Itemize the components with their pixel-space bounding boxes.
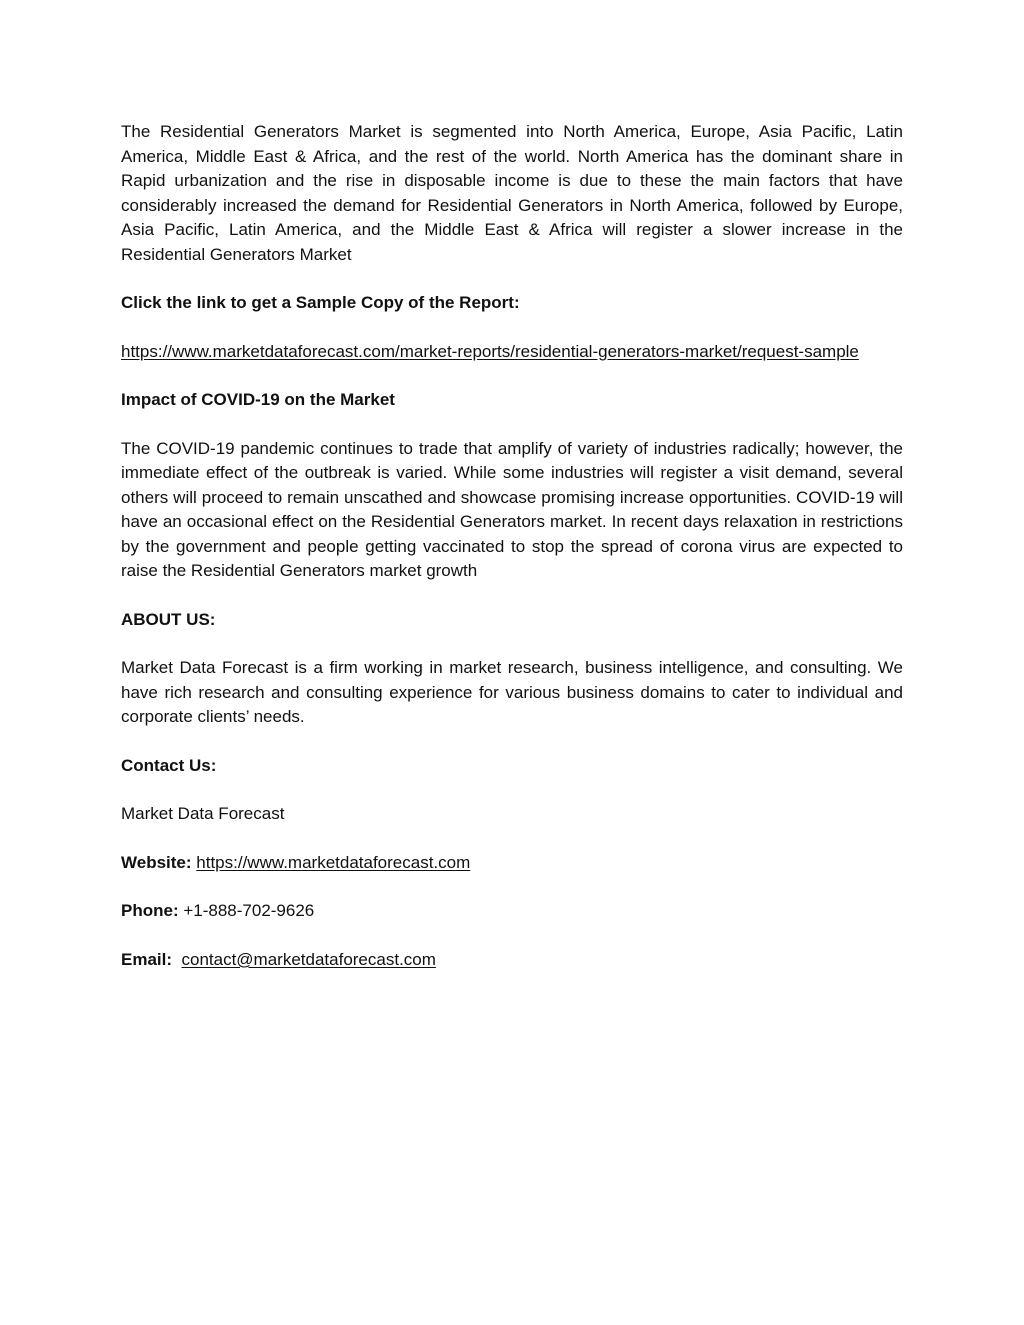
sample-report-link[interactable]: https://www.marketdataforecast.com/market-reports/residential-generators-market/request-sample [121, 341, 859, 361]
sample-link-block [121, 340, 903, 365]
covid-impact-paragraph: The COVID-19 pandemic continues to trade that amplify of variety of industries radically; however, the immediate effect of the outbreak is varied. While some industries will register a visit demand, several others will proceed to remain unscathed and showcase promising increase opportunities. COVID-19 will have an occasional effect on the Residential Generators market. In recent days relaxation in restrictions by the government and people getting vaccinated to stop the spread of corona virus are expected to raise the Residential Generators market growth [121, 438, 903, 580]
email-label: Email: [121, 949, 173, 969]
email-link[interactable]: contact@marketdataforecast.com [181, 949, 436, 969]
document-page [121, 120, 903, 996]
website-link[interactable]: https://www.marketdataforecast.com [196, 852, 471, 872]
website-label: Website: [121, 852, 192, 872]
covid-impact-heading: Impact of COVID-19 on the Market [121, 390, 395, 409]
about-us-heading: ABOUT US: [121, 609, 216, 629]
website-line [121, 851, 903, 876]
intro-paragraph: The Residential Generators Market is segmented into North America, Europe, Asia Pacific, Latin America, Middle East & Africa, and the rest of the world. North America has the dominant share in Rapid urbanization and the rise in disposable income is due to these the main factors that have considerably increased the demand for Residential Generators in North America, followed by Europe, Asia Pacific, Latin America, and the Middle East & Africa will register a slower increase in the Residential Generators Market [121, 122, 903, 264]
about-us-paragraph: Market Data Forecast is a firm working in market research, business intelligence, and consulting. We have rich research and consulting experience for various business domains to cater to individual and corporate clients’ needs. [121, 658, 903, 726]
company-name: Market Data Forecast [121, 804, 285, 823]
contact-us-heading: Contact Us: [121, 755, 217, 775]
phone-line [121, 899, 903, 924]
phone-number: +1-888-702-9626 [183, 901, 315, 920]
phone-label: Phone: [121, 901, 179, 920]
email-line [121, 948, 903, 973]
sample-copy-heading: Click the link to get a Sample Copy of the Report: [121, 293, 520, 312]
